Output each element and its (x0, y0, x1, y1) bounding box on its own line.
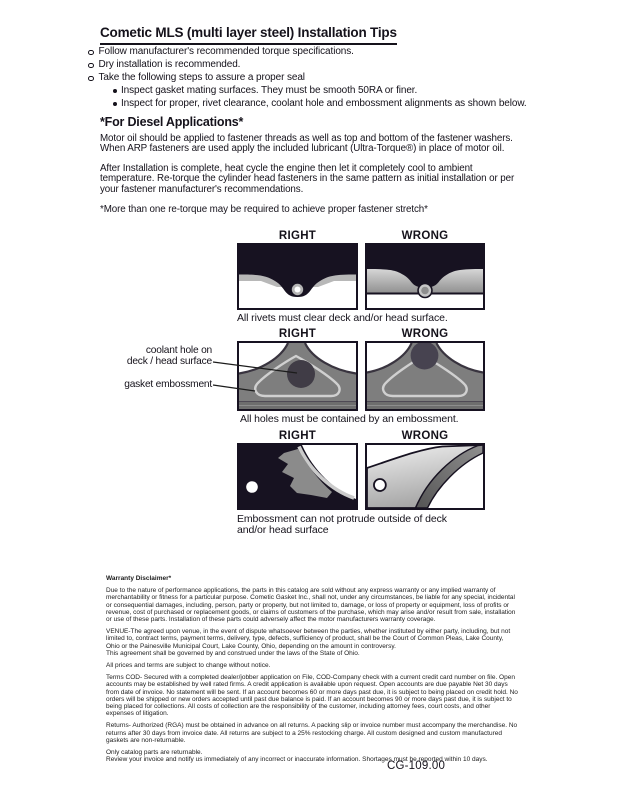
rivet-wrong-illustration (367, 245, 483, 308)
tip-text: Dry installation is recommended. (98, 59, 241, 70)
catalog-para: Only catalog parts are returnable. (106, 749, 203, 757)
warranty-section (106, 575, 518, 768)
warranty-heading: Warranty Disclaimer* (106, 575, 172, 582)
review-para: Review your invoice and notify us immediately of any incorrect or inaccurate information. Shortages must be reported within 10 days. (106, 756, 488, 764)
open-bullet-icon (88, 63, 94, 69)
gasket-embossment-label: gasket embossment (124, 379, 212, 390)
row2-right-label: RIGHT (278, 328, 317, 340)
tip-bullet (88, 71, 527, 84)
tip-bullet (88, 58, 527, 71)
warranty-para: Due to the nature of performance applications, the parts in this catalog are sold without any express warranty or any implied warranty of merchantability or fitness for a particular purpose. Cometic Gasket Inc., shall not, under any circumstances, be liable for any special, incidental or consequential damages, including, person, party or property, but not limited to, damage, or loss of property or equipment, loss of profits or revenue, cost of purchased or replacement goods, or claims of customers of the purchase, which may arise and/or result from sale, installation or use of these parts. Installation of these parts could adversely affect the motor manufacturers warranty coverage. (106, 587, 516, 624)
row1-right-label: RIGHT (278, 230, 317, 242)
filled-bullet-icon (113, 102, 117, 106)
coolant-hole-label: coolant hole on deck / head surface (126, 345, 212, 367)
terms-para: Terms COD- Secured with a completed dealer/jobber application on File, COD-Company check with a current credit card number on file. Open accounts may be established by well rated firms. A credit application is available upon request. Open accounts are due payable Net 30 days from date of invoice. No statement will be sent. If an account becomes 60 or more days past due, it is subject to being placed on credit hold. No orders will be shipped or new orders accepted until past due balance is paid. If an account becomes 90 or more days past due, it is subject to being placed for collections. All costs of collection are the responsibility of the customer, including attorney fees, court costs, and other expenses of litigation. (106, 674, 518, 718)
rivet-right-illustration (239, 245, 356, 308)
tip-text: Inspect for proper, rivet clearance, coolant hole and embossment alignments as shown below. (121, 98, 527, 109)
row2-wrong-label: WRONG (401, 328, 449, 340)
governed-para: This agreement shall be governed by and construed under the laws of the State of Ohio. (106, 649, 360, 657)
diesel-para-3: *More than one re-torque may be required to achieve proper fastener stretch* (100, 204, 428, 215)
row1-caption: All rivets must clear deck and/or head surface. (237, 312, 448, 324)
diesel-para-2: After Installation is complete, heat cycle the engine then let it completely cool to ambient temperature. Re-torque the cylinder head fasteners in the same pattern as initial installation or per your fastener manufacturer's recommendations. (100, 163, 515, 195)
row3-caption: Embossment can not protrude outside of deck and/or head surface (237, 513, 447, 536)
venue-para: VENUE-The agreed upon venue, in the event of dispute whatsoever between the parties, whether instituted by either party, including, but not limited to, contract terms, payment terms, delivery, type, defects, sufficiency of product, shall be the Court of Common Pleas, Lake County, Ohio or the Painesville Municipal Court, Lake County, Ohio, depending on the amount in controversy. (106, 628, 511, 650)
row2-caption: All holes must be contained by an embossment. (240, 413, 459, 425)
filled-bullet-icon (113, 89, 117, 93)
tips-list (88, 45, 527, 110)
tip-text: Follow manufacturer's recommended torque specifications. (98, 46, 354, 57)
diagram-hole-wrong (365, 341, 485, 411)
returns-para: Returns- Authorized (RGA) must be obtained in advance on all returns. A packing slip or invoice number must accompany the merchandise. No returns after 30 days from invoice date. All returns are subject to a 25% restocking charge. All custom designed and custom manufactured gaskets are non-returnable. (106, 722, 518, 744)
page-code: CG-109.00 (387, 760, 446, 772)
row3-wrong-label: WRONG (401, 430, 449, 442)
open-bullet-icon (88, 76, 94, 82)
tip-sub-bullet (113, 84, 527, 97)
diesel-heading: *For Diesel Applications* (100, 115, 244, 129)
row1-wrong-label: WRONG (401, 230, 449, 242)
tip-text: Inspect gasket mating surfaces. They must be smooth 50RA or finer. (121, 85, 418, 96)
tip-text: Take the following steps to assure a proper seal (98, 72, 305, 83)
diagram-embossment-right (237, 443, 358, 510)
hole-wrong-illustration (367, 343, 483, 409)
open-bullet-icon (88, 50, 94, 56)
prices-para: All prices and terms are subject to change without notice. (106, 662, 271, 670)
page-title: Cometic MLS (multi layer steel) Installation Tips (100, 25, 397, 45)
diagram-embossment-wrong (365, 443, 485, 510)
diagram-rivet-wrong (365, 243, 485, 310)
embossment-wrong-illustration (367, 445, 483, 508)
row3-right-label: RIGHT (278, 430, 317, 442)
tip-bullet (88, 45, 527, 58)
diesel-para-1: Motor oil should be applied to fastener threads as well as top and bottom of the fastener washers. When ARP fasteners are used apply the included lubricant (Ultra-Torque®) in place of motor oil. (100, 133, 513, 155)
leader-lines (204, 355, 304, 395)
tip-sub-bullet (113, 97, 527, 110)
diagram-rivet-right (237, 243, 358, 310)
embossment-right-illustration (239, 445, 356, 508)
